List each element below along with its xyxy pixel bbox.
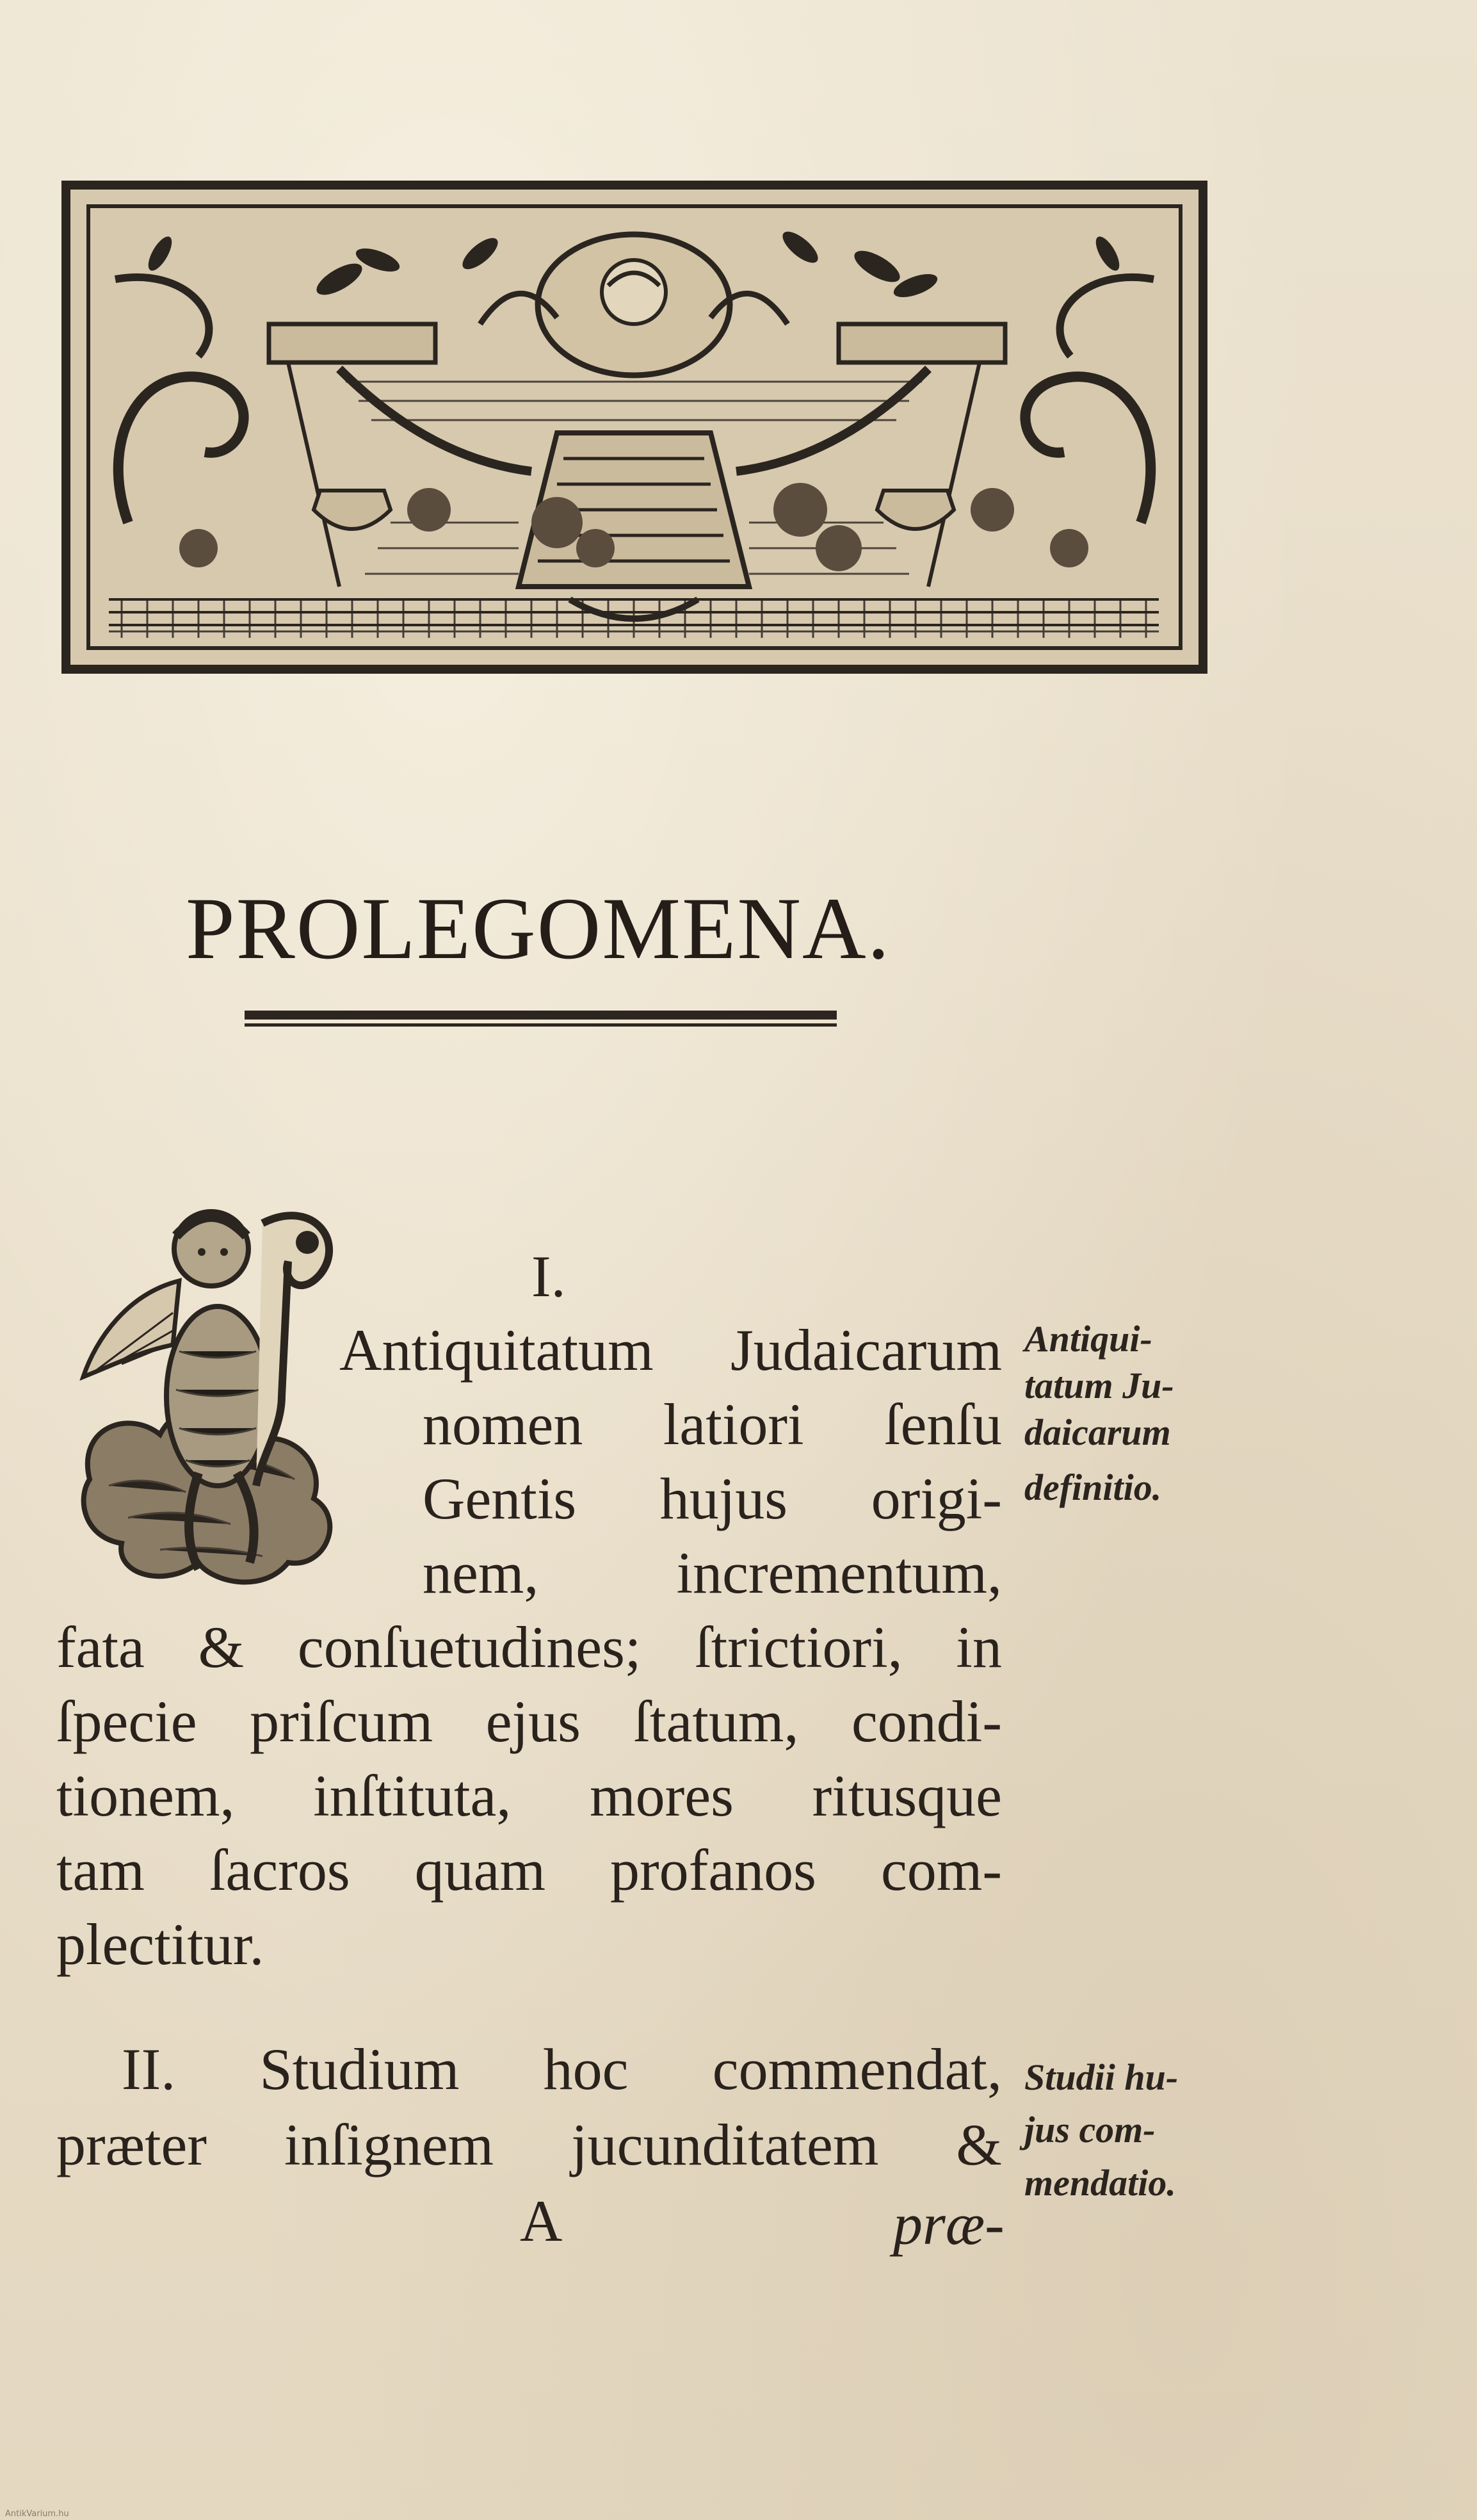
word: II.	[122, 2036, 176, 2102]
woodcut-headpiece	[61, 181, 1207, 674]
margin-note-line: tatum Ju-	[1024, 1365, 1174, 1406]
word: ritusque	[812, 1763, 1002, 1828]
text-line	[56, 1763, 1002, 1828]
word: Studium	[259, 2036, 460, 2102]
text-line	[56, 1689, 1002, 1754]
word: fata	[56, 1614, 145, 1680]
margin-note-line: Antiqui-	[1024, 1318, 1152, 1360]
historiated-initial	[70, 1185, 352, 1601]
word: mores	[590, 1763, 734, 1828]
text-line	[56, 1614, 1002, 1680]
word: præter	[56, 2112, 207, 2177]
word: ſtatum,	[633, 1689, 799, 1754]
catchword: præ-	[893, 2191, 1005, 2257]
word: inſignem	[284, 2112, 494, 2177]
headpiece-illustration	[70, 190, 1199, 665]
word: tam	[56, 1837, 145, 1903]
text-line	[122, 2036, 1002, 2102]
title-rule-thin	[245, 1023, 837, 1027]
text-line	[56, 2112, 1002, 2177]
word: condi-	[851, 1689, 1002, 1754]
word: origi-	[871, 1466, 1002, 1531]
text-line	[423, 1392, 1002, 1457]
word: hujus	[659, 1466, 788, 1531]
word: hoc	[543, 2036, 629, 2102]
word: profanos	[610, 1837, 816, 1903]
text-line	[56, 1837, 1002, 1903]
cherub-initial-illustration	[70, 1185, 352, 1601]
signature-mark: A	[520, 2188, 563, 2254]
word: ſpecie	[56, 1689, 197, 1754]
margin-note-line: definitio.	[1024, 1467, 1162, 1508]
word: priſcum	[250, 1689, 433, 1754]
word: &	[198, 1614, 245, 1680]
word: ſenſu	[884, 1392, 1002, 1457]
margin-note-line: jus com-	[1024, 2109, 1156, 2150]
title-rule-thick	[245, 1011, 837, 1020]
margin-note-line: Studii hu-	[1024, 2056, 1179, 2098]
text-line	[339, 1317, 1002, 1383]
watermark-text: AntikVarium.hu	[5, 2509, 69, 2519]
section-one-number: I.	[531, 1244, 566, 1309]
text-line	[423, 1540, 1002, 1605]
word: nomen	[423, 1392, 583, 1457]
word: nem,	[423, 1540, 539, 1605]
word: tionem,	[56, 1763, 235, 1828]
word: commendat,	[712, 2036, 1002, 2102]
word: Gentis	[423, 1466, 577, 1531]
word: ſtrictiori,	[695, 1614, 903, 1680]
word: quam	[414, 1837, 546, 1903]
margin-note-line: mendatio.	[1024, 2162, 1176, 2204]
word: ejus	[485, 1689, 581, 1754]
word: inſtituta,	[313, 1763, 512, 1828]
word: com-	[880, 1837, 1002, 1903]
word: in	[956, 1614, 1002, 1680]
margin-note-line: daicarum	[1024, 1411, 1171, 1453]
word: incrementum,	[676, 1540, 1002, 1605]
text-line: plectitur.	[56, 1912, 264, 1977]
page-title: PROLEGOMENA.	[186, 879, 891, 977]
word: Antiquitatum	[339, 1317, 654, 1383]
text-line	[423, 1466, 1002, 1531]
word: conſuetudines;	[297, 1614, 642, 1680]
word: &	[956, 2112, 1002, 2177]
word: Judaicarum	[730, 1317, 1002, 1383]
word: ſacros	[209, 1837, 350, 1903]
word: jucunditatem	[571, 2112, 879, 2177]
word: latiori	[663, 1392, 804, 1457]
